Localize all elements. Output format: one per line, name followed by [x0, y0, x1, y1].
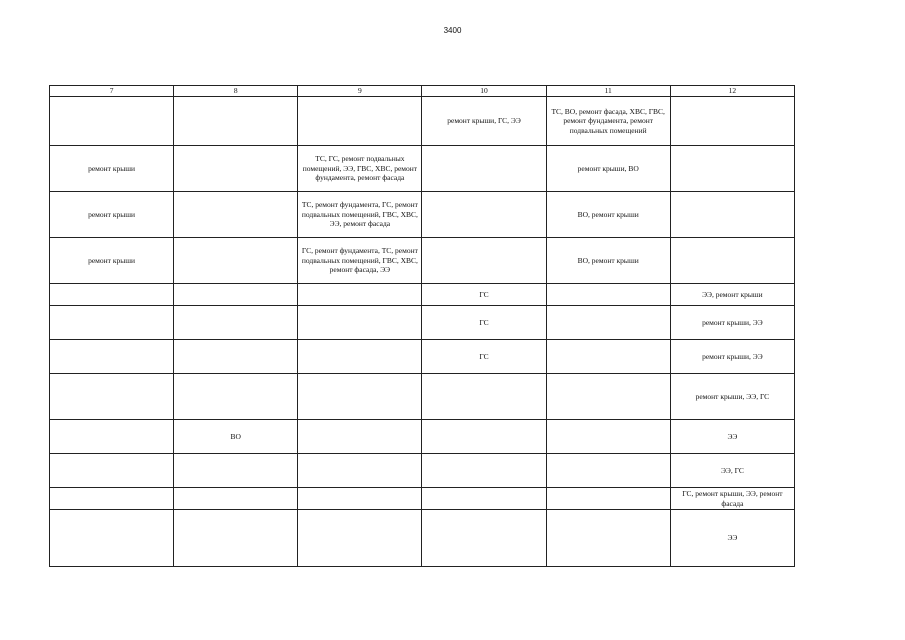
- table-cell: [670, 238, 794, 284]
- table-cell: ВО, ремонт крыши: [546, 192, 670, 238]
- table-cell: [50, 284, 174, 306]
- table-cell: [50, 454, 174, 488]
- table-cell: [174, 97, 298, 146]
- table-cell: ГС, ремонт крыши, ЭЭ, ремонт фасада: [670, 488, 794, 510]
- table-cell: [422, 374, 546, 420]
- table-row: [50, 510, 795, 567]
- table-cell: [50, 420, 174, 454]
- table-cell: ремонт крыши, ВО: [546, 146, 670, 192]
- table-cell: [422, 146, 546, 192]
- column-header-12: 12: [670, 86, 794, 97]
- table-cell: [50, 374, 174, 420]
- table-row: [50, 306, 795, 340]
- table-cell: [298, 454, 422, 488]
- table-cell: [298, 510, 422, 567]
- table-cell: ВО, ремонт крыши: [546, 238, 670, 284]
- table-cell: ЭЭ: [670, 510, 794, 567]
- table-cell: [546, 284, 670, 306]
- table-row: [50, 340, 795, 374]
- column-header-9: 9: [298, 86, 422, 97]
- table-cell: ТС, ГС, ремонт подвальных помещений, ЭЭ, ГВС, ХВС, ремонт фундамента, ремонт фасада: [298, 146, 422, 192]
- table-cell: [298, 420, 422, 454]
- table-cell: [174, 192, 298, 238]
- column-header-10: 10: [422, 86, 546, 97]
- table-cell: [422, 238, 546, 284]
- table-cell: ГС, ремонт фундамента, ТС, ремонт подвальных помещений, ГВС, ХВС, ремонт фасада, ЭЭ: [298, 238, 422, 284]
- table-cell: [670, 192, 794, 238]
- table-cell: [174, 340, 298, 374]
- table-cell: ГС: [422, 284, 546, 306]
- table-cell: [298, 306, 422, 340]
- table-row: [50, 374, 795, 420]
- table-cell: ТС, ВО, ремонт фасада, ХВС, ГВС, ремонт фундамента, ремонт подвальных помещений: [546, 97, 670, 146]
- table-cell: [298, 374, 422, 420]
- table-cell: [50, 97, 174, 146]
- table-cell: ЭЭ, ГС: [670, 454, 794, 488]
- table-cell: ремонт крыши: [50, 146, 174, 192]
- table-cell: ремонт крыши, ЭЭ: [670, 340, 794, 374]
- table-cell: ремонт крыши, ЭЭ, ГС: [670, 374, 794, 420]
- table-cell: [50, 340, 174, 374]
- table-cell: [546, 510, 670, 567]
- table-cell: [50, 306, 174, 340]
- table-cell: [298, 97, 422, 146]
- table-cell: [50, 510, 174, 567]
- table-cell: [174, 374, 298, 420]
- table-cell: [298, 284, 422, 306]
- table-cell: [174, 510, 298, 567]
- table-row: [50, 192, 795, 238]
- table-cell: [422, 420, 546, 454]
- table-cell: [422, 192, 546, 238]
- table-cell: [174, 284, 298, 306]
- table-cell: ЭЭ, ремонт крыши: [670, 284, 794, 306]
- table-cell: [546, 488, 670, 510]
- column-header-11: 11: [546, 86, 670, 97]
- table-cell: ГС: [422, 340, 546, 374]
- table-row: [50, 146, 795, 192]
- table-cell: ремонт крыши: [50, 192, 174, 238]
- table-cell: [422, 454, 546, 488]
- table-cell: [174, 306, 298, 340]
- table-cell: ремонт крыши, ГС, ЭЭ: [422, 97, 546, 146]
- table-cell: ТС, ремонт фундамента, ГС, ремонт подвальных помещений, ГВС, ХВС, ЭЭ, ремонт фасада: [298, 192, 422, 238]
- table-cell: [298, 340, 422, 374]
- repair-table: [49, 85, 795, 567]
- table-cell: [422, 488, 546, 510]
- table-row: [50, 97, 795, 146]
- table-cell: ВО: [174, 420, 298, 454]
- header-row: [50, 86, 795, 97]
- table-row: [50, 488, 795, 510]
- table-row: [50, 238, 795, 284]
- table-cell: [174, 146, 298, 192]
- column-header-7: 7: [50, 86, 174, 97]
- table-cell: [670, 146, 794, 192]
- table-cell: [546, 374, 670, 420]
- table-cell: [50, 488, 174, 510]
- table-cell: [174, 238, 298, 284]
- table-cell: [546, 454, 670, 488]
- table-cell: [546, 306, 670, 340]
- table-cell: [422, 510, 546, 567]
- table-cell: ремонт крыши, ЭЭ: [670, 306, 794, 340]
- table-cell: ремонт крыши: [50, 238, 174, 284]
- page-number: 3400: [443, 26, 462, 35]
- table-cell: [174, 454, 298, 488]
- table-cell: ГС: [422, 306, 546, 340]
- table-cell: [174, 488, 298, 510]
- table-cell: [546, 420, 670, 454]
- table-cell: [298, 488, 422, 510]
- table-row: [50, 454, 795, 488]
- table-cell: [546, 340, 670, 374]
- table-row: [50, 420, 795, 454]
- table-cell: [670, 97, 794, 146]
- column-header-8: 8: [174, 86, 298, 97]
- table-row: [50, 284, 795, 306]
- table-cell: ЭЭ: [670, 420, 794, 454]
